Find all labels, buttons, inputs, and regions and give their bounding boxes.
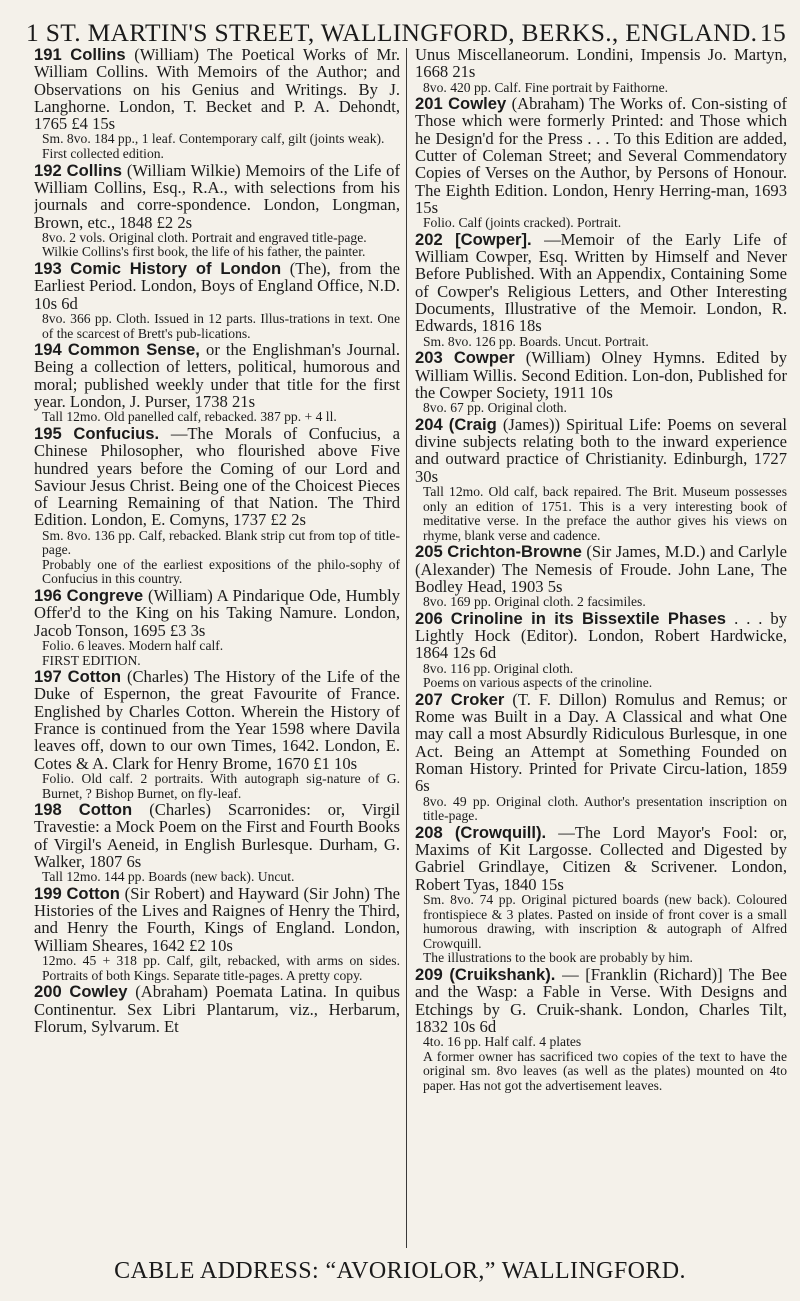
entry-details: 12mo. 45 + 318 pp. Calf, gilt, rebacked, with arms on sides. Portraits of both Kings. Separate title-pages. A pretty copy.: [42, 953, 400, 983]
entry-number: 191: [34, 46, 62, 64]
entry-description: (William Wilkie) Memoirs of the Life of William Collins, Esq., R.A., with selections from his journals and corre-spondence. London, Longman, Brown, etc., 1848 £2 2s: [34, 160, 400, 232]
entry-number: 195: [34, 423, 62, 443]
entry-description: (T. F. Dillon) Romulus and Remus; or Rome was Built in a Day. A Classical and what One may call a most Absurdly Ridiculous Burlesque, in one Act. Being an Attempt at Something Founded on Roman History. Printed for Private Circu-lation, 1859 6s: [415, 689, 787, 796]
entry-details: Sm. 8vo. 74 pp. Original pictured boards (new back). Coloured frontispiece & 3 plates. Pasted on inside of front cover is a small humorous drawing, with inscription & autograph of Alfred Crowquill.: [423, 892, 787, 951]
entry-number: 200: [34, 982, 62, 1002]
entry-name: Cowper: [453, 348, 515, 368]
catalogue-entry: [415, 966, 787, 1094]
entry-name: Cotton: [66, 883, 120, 903]
page-footer: CABLE ADDRESS: “AVORIOLOR,” WALLINGFORD.: [114, 1258, 686, 1284]
entry-description: or the Englishman's Journal. Being a collection of letters, political, humorous and moral; published weekly under that title for the first year. London, J. Purser, 1738 21s: [34, 340, 400, 412]
entry-details: 4to. 16 pp. Half calf. 4 plates: [423, 1034, 582, 1050]
entry-number: 203: [415, 348, 443, 368]
entry-heading: [415, 610, 787, 662]
entry-number: 205: [415, 542, 443, 562]
entry-details: 8vo. 49 pp. Original cloth. Author's presentation inscription on title-page.: [423, 793, 787, 824]
entry-notes: First collected edition.: [42, 146, 164, 162]
entry-name: Congreve: [66, 586, 144, 606]
entry-name: (Craig: [448, 414, 497, 434]
entry-heading: [34, 46, 400, 132]
entry-name: Cowley: [448, 94, 507, 114]
entry-description: Unus Miscellaneorum. Londini, Impensis Jo. Martyn, 1668 21s: [415, 46, 787, 82]
entry-name: Cotton: [67, 667, 122, 687]
entry-number: 196: [34, 586, 62, 606]
page-number: 15: [759, 18, 786, 47]
entry-details: 8vo. 2 vols. Original cloth. Portrait and engraved title-page.: [42, 229, 367, 245]
entry-name: [Cowper].: [455, 229, 532, 249]
entry-description: (William) The Poetical Works of Mr. William Collins. With Memoirs of the Author; and Observations on his Genius and Writings. By J. Langhorne. London, T. Becket and P. A. Dehondt, 1765 £4 15s: [34, 46, 400, 134]
entry-number: 206: [415, 608, 443, 628]
entry-number: 193: [34, 259, 62, 279]
entry-number: 202: [415, 229, 443, 249]
entry-notes: Probably one of the earliest expositions of the philo-sophy of Confucius in this country.: [42, 556, 400, 587]
page-header: [26, 4, 786, 48]
entry-description: —The Lord Mayor's Fool: or, Maxims of Kit Largosse. Collected and Digested by Gabriel Grindlaye, Citizen & Scrivener. London, Robert Tyas, 1840 15s: [415, 822, 787, 894]
entry-description: (James)) Spiritual Life: Poems on several divine subjects relating both to the inward experience and outward practice of Christianity. Edinburgh, 1727 30s: [415, 414, 787, 486]
entry-number: 204: [415, 414, 443, 434]
entry-details: 8vo. 366 pp. Cloth. Issued in 12 parts. Illus-trations in text. One of the scarcest of Brett's pub-lications.: [42, 310, 400, 341]
entry-name: Collins: [66, 160, 122, 180]
entry-details: Tall 12mo. Old panelled calf, rebacked. 387 pp. + 4 ll.: [42, 409, 337, 425]
entry-details: Sm. 8vo. 136 pp. Calf, rebacked. Blank strip cut from top of title-page.: [42, 527, 400, 558]
entry-description: (William) Olney Hymns. Edited by William Willis. Second Edition. Lon-don, Published for the Cowper Society, 1911 10s: [415, 348, 787, 402]
entry-heading: [34, 668, 400, 772]
entry-description: (Charles) Scarronides: or, Virgil Travestie: a Mock Poem on the First and Fourth Books of Virgil's Aeneid, in English Burlesque. Durham, G. Walker, 1807 6s: [34, 800, 400, 871]
entry-heading: [34, 260, 400, 312]
entry-description: —The Morals of Confucius, a Chinese Philosopher, who flourished above Five hundred years before the Coming of our Lord and Saviour Jesus Christ. Being one of the Choicest Pieces of Learning Remaining of that Nation. The Third Edition. London, E. Comyns, 1737 £2 2s: [34, 423, 400, 530]
entry-details: Sm. 8vo. 184 pp., 1 leaf. Contemporary calf, gilt (joints weak).: [42, 131, 385, 147]
entry-details: Sm. 8vo. 126 pp. Boards. Uncut. Portrait.: [423, 333, 649, 349]
catalogue-entry: [415, 543, 787, 609]
entry-heading: [415, 231, 787, 335]
entry-name: (Crowquill).: [454, 822, 547, 842]
entry-notes: Poems on various aspects of the crinoline.: [423, 675, 653, 691]
entry-details: 8vo. 67 pp. Original cloth.: [423, 400, 567, 416]
catalogue-entry: [34, 668, 400, 801]
entry-heading: [34, 587, 400, 639]
entry-heading: [415, 95, 787, 216]
entry-number: 192: [34, 160, 62, 180]
catalogue-entry: [415, 691, 787, 824]
header-title: ST. MARTIN'S STREET, WALLINGFORD, BERKS., ENGLAND.: [45, 18, 758, 47]
catalogue-entry: [415, 610, 787, 691]
entry-details: 8vo. 420 pp. Calf. Fine portrait by Faithorne.: [423, 79, 669, 95]
entry-name: Confucius.: [73, 423, 160, 443]
entry-name: Croker: [450, 689, 505, 709]
entry-heading: [415, 966, 787, 1035]
left-column: [34, 46, 400, 1254]
entry-description: (Charles) The History of the Life of the Duke of Espernon, the great Favourite of France. Englished by Charles Cotton. Wherein the History of France is continued from the Year 1598 where Davila leaves off, down to our own Times, 1642. London, E. Cotes & A. Clark for Henry Brome, 1670 £1 10s: [34, 667, 400, 773]
entry-description: (William) A Pindarique Ode, Humbly Offer'd to the King on his Taking Namure. London, Jacob Tonson, 1695 £3 3s: [34, 586, 400, 640]
entry-details: Folio. Calf (joints cracked). Portrait.: [423, 215, 622, 231]
entry-name: Cowley: [69, 982, 128, 1002]
entry-heading: [34, 341, 400, 410]
entry-notes: FIRST EDITION.: [42, 652, 141, 668]
catalogue-entry: [34, 341, 400, 425]
entry-number: 197: [34, 667, 62, 687]
entry-notes: Wilkie Collins's first book, the life of his father, the painter.: [42, 244, 366, 260]
entry-details: Folio. Old calf. 2 portraits. With autograph sig-nature of G. Burnet, ? Bishop Burnet, on fly-leaf.: [42, 770, 400, 801]
entry-number: 208: [415, 822, 443, 842]
entry-heading: [34, 885, 400, 954]
entry-notes: A former owner has sacrificed two copies of the text to have the original sm. 8vo leaves (as well as the plates) mounted on 4to paper. Has not got the advertisement leaves.: [423, 1048, 787, 1093]
catalogue-entry: [415, 231, 787, 349]
entry-description: (Sir James, M.D.) and Carlyle (Alexander) The Nemesis of Froude. John Lane, The Bodley Head, 1903 5s: [415, 542, 787, 596]
entry-heading: [34, 983, 400, 1035]
entry-name: Common Sense,: [67, 340, 200, 360]
entry-heading: [34, 801, 400, 870]
entry-name: Comic History of London: [70, 259, 282, 279]
catalogue-entry: [34, 425, 400, 587]
right-column: [415, 46, 787, 1254]
entry-details: 8vo. 116 pp. Original cloth.: [423, 660, 574, 676]
entry-name: Collins: [70, 46, 126, 64]
catalogue-entry: [34, 260, 400, 341]
entry-heading: [415, 824, 787, 893]
catalogue-entry: [415, 416, 787, 544]
entry-heading: [415, 349, 787, 401]
entry-number: 198: [34, 800, 62, 820]
entry-name: (Cruikshank).: [449, 964, 556, 984]
catalogue-entry: [415, 349, 787, 415]
catalogue-entry: [34, 587, 400, 668]
entry-heading: [415, 46, 787, 81]
entry-description: — [Franklin (Richard)] The Bee and the Wasp: a Fable in Verse. With Designs and Etchings by G. Cruik-shank. London, Charles Tilt, 1832 10s 6d: [415, 964, 787, 1036]
catalogue-entry: [34, 885, 400, 983]
entry-description: (The), from the Earliest Period. London, Boys of England Office, N.D. 10s 6d: [34, 259, 400, 313]
catalogue-entry: [34, 162, 400, 260]
catalogue-entry: [415, 95, 787, 231]
column-divider: [406, 48, 407, 1248]
catalogue-entry: [415, 46, 787, 95]
entry-name: Cotton: [78, 800, 133, 820]
entry-description: (Abraham) The Works of. Con-sisting of Those which were formerly Printed: and Those which he Design'd for the Press . . . To this Edition are added, Cutter of Coleman Street; and Several Commendatory Copies of Verses on the Author, by Persons of Honour. The Eighth Edition. London, Henry Herring-man, 1693 15s: [415, 94, 787, 217]
entry-details: Tall 12mo. Old calf, back repaired. The Brit. Museum possesses only an edition of 1751. This is a very interesting book of meditative verse. In the preface the author gives his views on rhyme, blank verse and cadence.: [423, 483, 787, 543]
catalogue-entry: [34, 801, 400, 885]
header-left: 1: [26, 18, 40, 47]
entry-heading: [415, 543, 787, 595]
entry-heading: [34, 425, 400, 529]
entry-heading: [34, 162, 400, 231]
entry-details: Folio. 6 leaves. Modern half calf.: [42, 637, 224, 653]
entry-name: Crichton-Browne: [447, 542, 582, 562]
catalogue-entry: [34, 983, 400, 1035]
entry-name: Crinoline in its Bissextile Phases: [450, 608, 727, 628]
entry-description: —Memoir of the Early Life of William Cowper, Esq. Written by Himself and Never Before Published. With an Appendix, Containing Some of Cowper's Religious Letters, and Other Interesting Documents, Illustrative of the Memoir. London, R. Edwards, 1816 18s: [415, 229, 787, 336]
entry-number: 207: [415, 689, 443, 709]
catalogue-entry: [34, 46, 400, 162]
entry-number: 201: [415, 94, 443, 114]
entry-number: 209: [415, 964, 443, 984]
entry-details: 8vo. 169 pp. Original cloth. 2 facsimiles.: [423, 594, 646, 610]
entry-description: (Sir Robert) and Hayward (Sir John) The Histories of the Lives and Raignes of Henry the Third, and Henry the Fourth, Kings of England. London, William Sheares, 1642 £2 10s: [34, 883, 400, 955]
entry-description: . . . by Lightly Hock (Editor). London, Robert Hardwicke, 1864 12s 6d: [415, 608, 787, 663]
entry-notes: The illustrations to the book are probably by him.: [423, 950, 693, 966]
entry-number: 199: [34, 883, 62, 903]
entry-heading: [415, 691, 787, 795]
entry-number: 194: [34, 340, 62, 360]
entry-heading: [415, 416, 787, 485]
entry-description: (Abraham) Poemata Latina. In quibus Continentur. Sex Libri Plantarum, viz., Herbarum, Florum, Sylvarum. Et: [34, 982, 400, 1036]
catalogue-entry: [415, 824, 787, 966]
entry-details: Tall 12mo. 144 pp. Boards (new back). Uncut.: [42, 869, 295, 885]
